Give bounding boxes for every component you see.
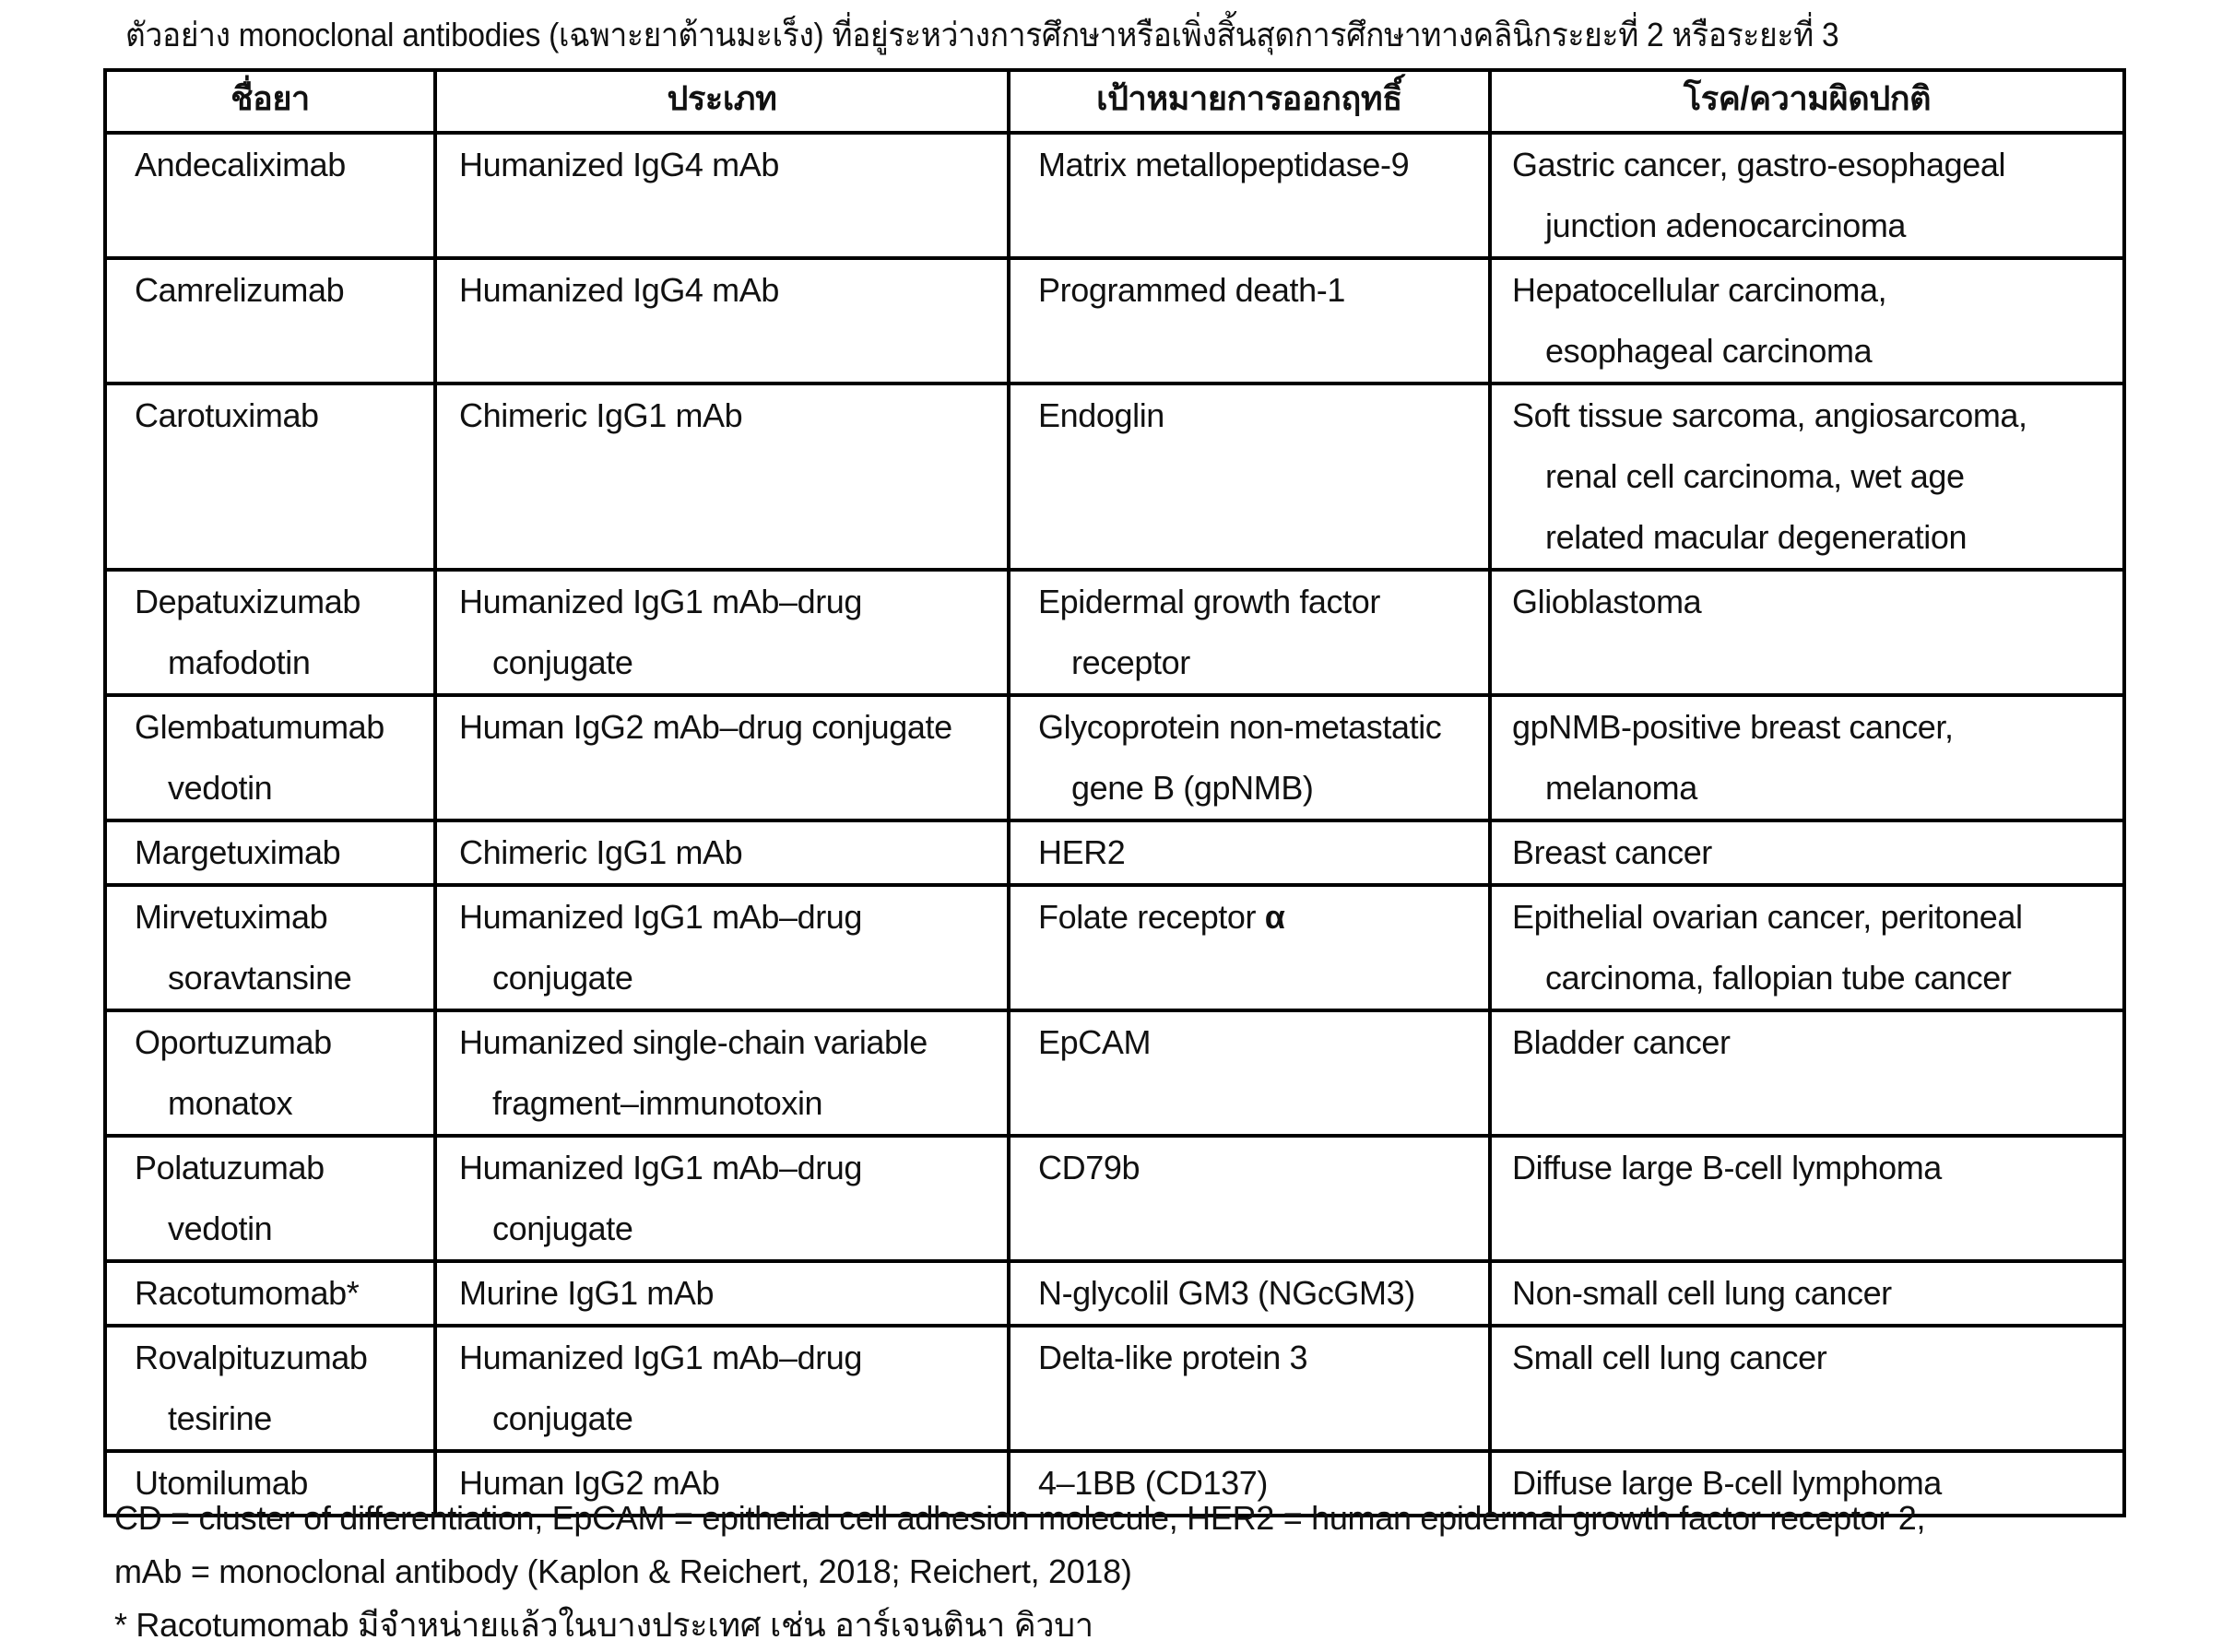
cell-text-line: Humanized IgG1 mAb–drug bbox=[459, 898, 863, 936]
cell-text-line: gpNMB-positive breast cancer, bbox=[1512, 708, 1954, 746]
drug-target-cell bbox=[1009, 1326, 1490, 1451]
drug-target-cell bbox=[1009, 1136, 1490, 1261]
cell-text-line: melanoma bbox=[1545, 769, 1697, 807]
drug-target-cell bbox=[1009, 885, 1490, 1010]
cell-text-line: Soft tissue sarcoma, angiosarcoma, bbox=[1512, 396, 2027, 434]
cell-text-line: Folate receptor α bbox=[1038, 898, 1285, 936]
cell-text-line: Bladder cancer bbox=[1512, 1023, 1731, 1061]
drug-type-cell bbox=[435, 258, 1009, 384]
cell-text-line: Depatuxizumab bbox=[135, 583, 360, 620]
cell-text-line: Humanized IgG1 mAb–drug bbox=[459, 1149, 863, 1186]
table-caption: ตัวอย่าง monoclonal antibodies (เฉพาะยาต้านมะเร็ง) ที่อยู่ระหว่างการศึกษาหรือเพิ่งสิ้นสุดการศึกษาทางคลินิกระยะที่ 2 หรือระยะที่ 3 bbox=[125, 16, 1839, 53]
drug-target-cell bbox=[1009, 1010, 1490, 1136]
cell-text-line: esophageal carcinoma bbox=[1545, 332, 1873, 370]
drug-name-cell bbox=[105, 1261, 435, 1326]
cell-text-line: Matrix metallopeptidase-9 bbox=[1038, 146, 1410, 183]
drug-type-cell bbox=[435, 1261, 1009, 1326]
cell-text-line: renal cell carcinoma, wet age bbox=[1545, 457, 1965, 495]
cell-text-line: Diffuse large B-cell lymphoma bbox=[1512, 1149, 1942, 1186]
cell-text-line: Humanized IgG1 mAb–drug bbox=[459, 1339, 863, 1376]
table-row bbox=[105, 1136, 2124, 1261]
cell-text-line: conjugate bbox=[492, 643, 633, 681]
cell-text-line: Diffuse large B-cell lymphoma bbox=[1512, 1464, 1942, 1502]
drug-name-cell bbox=[105, 1010, 435, 1136]
cell-text-line: Mirvetuximab bbox=[135, 898, 328, 936]
cell-text-line: vedotin bbox=[168, 1210, 273, 1247]
disease-cell bbox=[1490, 1010, 2124, 1136]
drug-target-cell bbox=[1009, 1261, 1490, 1326]
drug-type-cell bbox=[435, 820, 1009, 885]
drug-name-cell bbox=[105, 384, 435, 570]
drug-name-cell bbox=[105, 885, 435, 1010]
drug-name-cell bbox=[105, 258, 435, 384]
cell-text-line: soravtansine bbox=[168, 959, 352, 997]
cell-text-line: tesirine bbox=[168, 1399, 272, 1437]
table-row bbox=[105, 820, 2124, 885]
disease-cell bbox=[1490, 1136, 2124, 1261]
cell-text-line: Humanized single-chain variable bbox=[459, 1023, 928, 1061]
cell-text-line: Glycoprotein non-metastatic bbox=[1038, 708, 1442, 746]
drug-type-cell bbox=[435, 1136, 1009, 1261]
disease-cell bbox=[1490, 570, 2124, 695]
disease-cell bbox=[1490, 258, 2124, 384]
cell-text-line: Small cell lung cancer bbox=[1512, 1339, 1827, 1376]
header-target: เป้าหมายการออกฤทธิ์ bbox=[1009, 70, 1490, 133]
cell-text-line: conjugate bbox=[492, 1210, 633, 1247]
table-footnotes bbox=[114, 1492, 1925, 1652]
drug-target-cell bbox=[1009, 820, 1490, 885]
drug-type-cell bbox=[435, 384, 1009, 570]
table-row bbox=[105, 384, 2124, 570]
cell-text-line: Chimeric IgG1 mAb bbox=[459, 396, 743, 434]
cell-text-line: Camrelizumab bbox=[135, 271, 345, 309]
disease-cell bbox=[1490, 820, 2124, 885]
drug-name-cell bbox=[105, 1136, 435, 1261]
cell-text-line: Human IgG2 mAb bbox=[459, 1464, 720, 1502]
drug-target-cell bbox=[1009, 384, 1490, 570]
cell-text-line: Carotuximab bbox=[135, 396, 319, 434]
drug-name-cell bbox=[105, 570, 435, 695]
cell-text-line: Epidermal growth factor bbox=[1038, 583, 1380, 620]
drug-name-cell bbox=[105, 820, 435, 885]
cell-text-line: Epithelial ovarian cancer, peritoneal bbox=[1512, 898, 2023, 936]
drug-target-cell bbox=[1009, 133, 1490, 258]
cell-text-line: mafodotin bbox=[168, 643, 311, 681]
disease-cell bbox=[1490, 1261, 2124, 1326]
drug-type-cell bbox=[435, 570, 1009, 695]
table-row bbox=[105, 1326, 2124, 1451]
table-row bbox=[105, 695, 2124, 820]
monoclonal-antibody-table bbox=[103, 68, 2126, 1517]
cell-text-line: Margetuximab bbox=[135, 833, 341, 871]
cell-text-line: Racotumomab* bbox=[135, 1274, 360, 1312]
cell-text-line: monatox bbox=[168, 1084, 293, 1122]
cell-text-line: Humanized IgG4 mAb bbox=[459, 271, 779, 309]
cell-text-line: Oportuzumab bbox=[135, 1023, 332, 1061]
cell-text-line: CD79b bbox=[1038, 1149, 1141, 1186]
table-row bbox=[105, 885, 2124, 1010]
footnote-abbreviations: CD = cluster of differentiation, EpCAM = epithelial cell adhesion molecule, HER2 = human epidermal growth factor receptor 2, bbox=[114, 1499, 1926, 1537]
cell-text-line: Rovalpituzumab bbox=[135, 1339, 368, 1376]
cell-text-line: 4–1BB (CD137) bbox=[1038, 1464, 1268, 1502]
cell-text-line: receptor bbox=[1071, 643, 1190, 681]
cell-text-line: Glembatumumab bbox=[135, 708, 384, 746]
cell-text-line: conjugate bbox=[492, 959, 633, 997]
table-row bbox=[105, 258, 2124, 384]
alpha-symbol: α bbox=[1264, 898, 1285, 936]
cell-text-line: Utomilumab bbox=[135, 1464, 309, 1502]
drug-type-cell bbox=[435, 133, 1009, 258]
drug-name-cell bbox=[105, 695, 435, 820]
drug-target-cell bbox=[1009, 570, 1490, 695]
drug-name-cell bbox=[105, 133, 435, 258]
cell-text-line: Programmed death-1 bbox=[1038, 271, 1345, 309]
table-row bbox=[105, 1010, 2124, 1136]
drug-type-cell bbox=[435, 1010, 1009, 1136]
cell-text-line: vedotin bbox=[168, 769, 273, 807]
table-body bbox=[105, 133, 2124, 1516]
footnote-racotumomab: * Racotumomab มีจำหน่ายแล้วในบางประเทศ เช่น อาร์เจนตินา คิวบา bbox=[114, 1606, 1093, 1644]
table-header-row bbox=[105, 70, 2124, 133]
cell-text-line: Delta-like protein 3 bbox=[1038, 1339, 1308, 1376]
cell-text-line: Glioblastoma bbox=[1512, 583, 1702, 620]
cell-text-line: EpCAM bbox=[1038, 1023, 1152, 1061]
drug-type-cell bbox=[435, 885, 1009, 1010]
cell-text-line: fragment–immunotoxin bbox=[492, 1084, 823, 1122]
table-row bbox=[105, 133, 2124, 258]
drug-type-cell bbox=[435, 695, 1009, 820]
cell-text-line: Endoglin bbox=[1038, 396, 1164, 434]
cell-text-line: Humanized IgG4 mAb bbox=[459, 146, 779, 183]
cell-text-line: N-glycolil GM3 (NGcGM3) bbox=[1038, 1274, 1415, 1312]
disease-cell bbox=[1490, 133, 2124, 258]
cell-text-line: Murine IgG1 mAb bbox=[459, 1274, 715, 1312]
cell-text-line: Gastric cancer, gastro-esophageal bbox=[1512, 146, 2006, 183]
drug-type-cell bbox=[435, 1326, 1009, 1451]
cell-text-line: gene B (gpNMB) bbox=[1071, 769, 1314, 807]
cell-text-line: related macular degeneration bbox=[1545, 518, 1968, 556]
cell-text-line: carcinoma, fallopian tube cancer bbox=[1545, 959, 2012, 997]
disease-cell bbox=[1490, 1326, 2124, 1451]
disease-cell bbox=[1490, 885, 2124, 1010]
cell-text-line: Andecaliximab bbox=[135, 146, 346, 183]
drug-name-cell bbox=[105, 1326, 435, 1451]
drug-target-cell bbox=[1009, 695, 1490, 820]
cell-text-line: Chimeric IgG1 mAb bbox=[459, 833, 743, 871]
cell-text-line: Polatuzumab bbox=[135, 1149, 325, 1186]
header-drug-name: ชื่อยา bbox=[105, 70, 435, 133]
cell-text-line: Hepatocellular carcinoma, bbox=[1512, 271, 1887, 309]
cell-text-line: Breast cancer bbox=[1512, 833, 1712, 871]
cell-text-line: Non-small cell lung cancer bbox=[1512, 1274, 1892, 1312]
table-row bbox=[105, 570, 2124, 695]
table-row bbox=[105, 1261, 2124, 1326]
disease-cell bbox=[1490, 384, 2124, 570]
header-disease: โรค/ความผิดปกติ bbox=[1490, 70, 2124, 133]
cell-text-line: Humanized IgG1 mAb–drug bbox=[459, 583, 863, 620]
cell-text-line: Human IgG2 mAb–drug conjugate bbox=[459, 708, 952, 746]
cell-text-line: HER2 bbox=[1038, 833, 1126, 871]
disease-cell bbox=[1490, 695, 2124, 820]
cell-text-line: conjugate bbox=[492, 1399, 633, 1437]
footnote-references: mAb = monoclonal antibody (Kaplon & Reichert, 2018; Reichert, 2018) bbox=[114, 1552, 1132, 1590]
cell-text-line: junction adenocarcinoma bbox=[1545, 206, 1907, 244]
drug-target-cell bbox=[1009, 258, 1490, 384]
header-type: ประเภท bbox=[435, 70, 1009, 133]
